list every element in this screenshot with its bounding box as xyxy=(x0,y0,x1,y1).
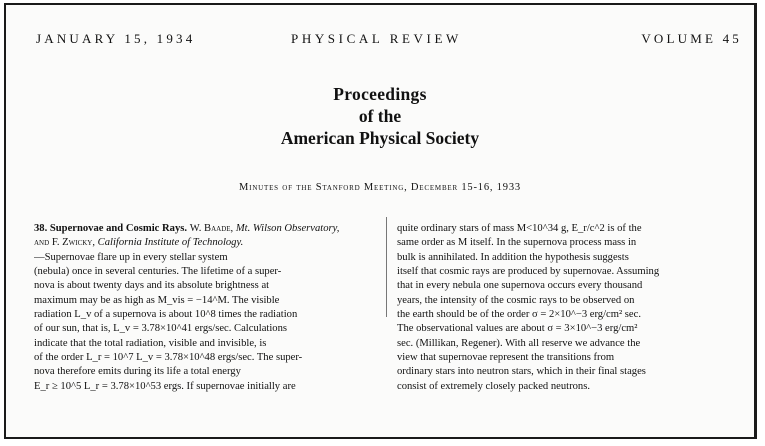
text-line: ordinary stars into neutron stars, which in their final stages xyxy=(397,366,646,378)
affiliation-1: Mt. Wilson Observatory, xyxy=(235,223,340,234)
text-line: of the order L_r = 10^7 L_v = 3.78×10^48 ergs/sec. The super- xyxy=(34,352,303,364)
abstract-heading-line xyxy=(34,222,376,236)
and-word: and xyxy=(34,237,50,249)
text-line: —Supernovae flare up in every stellar system xyxy=(34,251,228,263)
text-line: same order as M itself. In the supernova process mass in xyxy=(397,237,637,249)
author-2: F. Zwicky, xyxy=(51,237,96,249)
text-line: E_r ≥ 10^5 L_r = 3.78×10^53 ergs. If supernovae initially are xyxy=(34,380,296,392)
title-line-3: American Physical Society xyxy=(280,128,480,148)
text-line: the earth should be of the order σ = 2×10^−3 erg/cm² sec. xyxy=(397,309,641,321)
left-body xyxy=(34,251,376,394)
issue-date: JANUARY 15, 1934 xyxy=(36,31,196,46)
text-line: maximum may be as high as M_vis = −14^M. The visible xyxy=(34,294,280,306)
volume-number: VOLUME 45 xyxy=(641,31,742,46)
proceedings-title xyxy=(6,83,754,149)
text-line: view that supernovae represent the transitions from xyxy=(397,352,615,364)
text-line: (nebula) once in several centuries. The lifetime of a super- xyxy=(34,266,282,278)
text-line: indicate that the total radiation, visible and invisible, is xyxy=(34,337,267,349)
text-line: that in every nebula one supernova occurs every thousand xyxy=(397,280,643,292)
abstract-title: 38. Supernovae and Cosmic Rays. xyxy=(34,223,188,234)
text-line: bulk is annihilated. In addition the hypothesis suggests xyxy=(397,251,629,263)
affiliation-2: California Institute of Technology. xyxy=(97,237,244,249)
text-line: quite ordinary stars of mass M<10^34 g, E_r/c^2 is of the xyxy=(397,223,642,234)
journal-page xyxy=(4,3,757,439)
text-line: of our sun, that is, L_v = 3.78×10^41 ergs/sec. Calculations xyxy=(34,323,287,335)
abstract-heading-line-2 xyxy=(34,236,376,250)
title-line-1: Proceedings xyxy=(333,84,427,104)
column-divider xyxy=(386,217,387,317)
meeting-subtitle: Minutes of the Stanford Meeting, December 15-16, 1933 xyxy=(239,182,521,193)
text-line: nova therefore emits during its life a total energy xyxy=(34,366,241,378)
text-line: radiation L_v of a supernova is about 10^8 times the radiation xyxy=(34,309,298,321)
text-line: sec. (Millikan, Regener). With all reserve we advance the xyxy=(397,337,641,349)
text-line: consist of extremely closely packed neutrons. xyxy=(397,380,590,392)
text-line: years, the intensity of the cosmic rays to be observed on xyxy=(397,294,635,306)
author-1: W. Baade, xyxy=(189,223,234,234)
text-line: nova is about twenty days and its absolute brightness at xyxy=(34,280,270,292)
text-line: itself that cosmic rays are produced by supernovae. Assuming xyxy=(397,266,660,278)
abstract-left-column xyxy=(34,222,376,394)
title-line-2: of the xyxy=(358,106,402,126)
abstract-right-column xyxy=(397,222,743,394)
journal-name: PHYSICAL REVIEW xyxy=(291,31,462,46)
text-line: The observational values are about σ = 3×10^−3 erg/cm² xyxy=(397,323,638,335)
running-header xyxy=(6,31,754,51)
